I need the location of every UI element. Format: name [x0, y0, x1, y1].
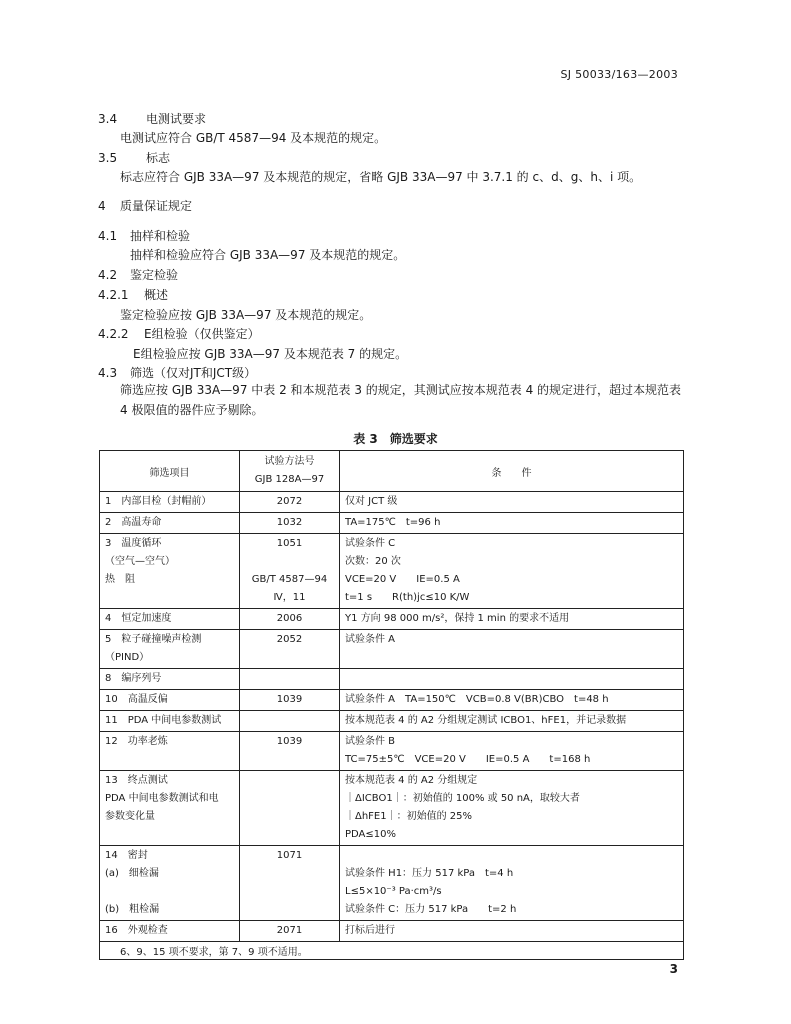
cell-screening-item-line: 8 编序列号 [105, 673, 162, 684]
cell-conditions-line: 试验条件 C [345, 538, 396, 549]
cell-screening-item-line: 13 终点测试 [105, 775, 168, 786]
cell-test-method-line: 1071 [276, 850, 303, 861]
cell-conditions [340, 609, 684, 630]
cell-screening-item [100, 513, 240, 534]
paragraph-4-2-1: 鉴定检验应按 GJB 33A—97 及本规范的规定。 [120, 308, 372, 322]
table-row [100, 609, 684, 630]
cell-conditions-line: 试验条件 A TA=150℃ VCB=0.8 V(BR)CBO t=48 h [345, 694, 609, 705]
section-4-2-1 [98, 286, 168, 303]
cell-conditions-line: ｜ΔhFE1｜：初始值的 25% [345, 811, 473, 822]
section-4-2 [98, 266, 178, 283]
cell-test-method [240, 846, 340, 921]
cell-conditions-line: 试验条件 C：压力 517 kPa t=2 h [345, 904, 517, 915]
cell-screening-item-line: （空气—空气） [105, 556, 175, 567]
section-number: 4.2.1 [98, 288, 129, 302]
cell-conditions [340, 846, 684, 921]
cell-screening-item [100, 846, 240, 921]
cell-test-method [240, 609, 340, 630]
cell-conditions-line: 次数：20 次 [345, 556, 401, 567]
table-row [100, 690, 684, 711]
section-3-5 [98, 149, 170, 166]
cell-test-method-line: 1051 [276, 538, 303, 549]
cell-conditions-line: TC=75±5℃ VCE=20 V IE=0.5 A t=168 h [345, 754, 591, 765]
cell-screening-item-line: 参数变化量 [105, 811, 155, 822]
table-row [100, 492, 684, 513]
cell-conditions [340, 711, 684, 732]
table-row [100, 711, 684, 732]
cell-test-method [240, 771, 340, 846]
table-row [100, 732, 684, 771]
paragraph-3-5: 标志应符合 GJB 33A—97 及本规范的规定，省略 GJB 33A—97 中 3.7.1 的 c、d、g、h、i 项。 [120, 170, 642, 184]
cell-screening-item-line: 热 阻 [105, 574, 135, 585]
cell-conditions-line: 试验条件 A [345, 634, 396, 645]
table-note-row [100, 942, 684, 960]
cell-screening-item-line: 11 PDA 中间电参数测试 [105, 715, 222, 726]
cell-test-method [240, 492, 340, 513]
cell-screening-item-line: 3 温度循环 [105, 538, 162, 549]
cell-test-method [240, 690, 340, 711]
cell-conditions [340, 492, 684, 513]
cell-screening-item [100, 771, 240, 846]
cell-conditions [340, 513, 684, 534]
table-row [100, 771, 684, 846]
cell-conditions [340, 921, 684, 942]
section-4-2-2 [98, 325, 260, 342]
cell-test-method-line: GB/T 4587—94 [251, 574, 328, 585]
cell-test-method-line: 1039 [276, 694, 303, 705]
screening-requirements-table [99, 450, 684, 960]
section-title: 标志 [146, 151, 171, 165]
section-title: 筛选（仅对JT和JCT级） [130, 366, 257, 380]
cell-conditions-line: 仅对 JCT 级 [345, 496, 398, 507]
section-title: 质量保证规定 [120, 199, 193, 213]
cell-screening-item-line: （PIND） [105, 652, 150, 663]
cell-test-method [240, 669, 340, 690]
cell-test-method [240, 921, 340, 942]
cell-screening-item [100, 630, 240, 669]
cell-screening-item-line: (b) 粗检漏 [105, 904, 160, 915]
cell-conditions-line [345, 847, 678, 865]
cell-screening-item-line: 14 密封 [105, 850, 148, 861]
cell-screening-item-line: 1 内部目检（封帽前） [105, 496, 212, 507]
section-4-1 [98, 227, 190, 244]
table-row [100, 669, 684, 690]
table-caption: 表 3 筛选要求 [353, 432, 438, 446]
section-number: 4.3 [98, 366, 118, 380]
cell-screening-item-line: 12 功率老炼 [105, 736, 168, 747]
document-number: SJ 50033/163—2003 [560, 68, 678, 81]
cell-test-method-line: 2072 [276, 496, 303, 507]
cell-test-method [240, 630, 340, 669]
table-header-row [100, 451, 684, 492]
cell-conditions [340, 690, 684, 711]
cell-screening-item [100, 609, 240, 630]
section-3-4 [98, 110, 206, 127]
header-test-method [240, 451, 340, 492]
table-row [100, 630, 684, 669]
cell-conditions-line: 按本规范表 4 的 A2 分组规定 [345, 775, 478, 786]
cell-conditions-line: Y1 方向 98 000 m/s²，保持 1 min 的要求不适用 [345, 613, 570, 624]
paragraph-4-3: 筛选应按 GJB 33A—97 中表 2 和本规范表 3 的规定，其测试应按本规范表 4 的规定进行，超过本规范表 4 极限值的器件应予剔除。 [120, 383, 682, 417]
cell-conditions-line: 打标后进行 [345, 925, 395, 936]
cell-conditions [340, 771, 684, 846]
cell-conditions-line: ｜ΔICBO1｜：初始值的 100% 或 50 nA，取较大者 [345, 793, 580, 804]
cell-conditions-line [345, 670, 678, 688]
cell-conditions [340, 534, 684, 609]
cell-test-method-line: 2006 [276, 613, 303, 624]
cell-conditions-line: 试验条件 H1：压力 517 kPa t=4 h [345, 868, 514, 879]
cell-conditions-line: 按本规范表 4 的 A2 分组规定测试 ICBO1、hFE1，并记录数据 [345, 715, 627, 726]
section-title: E组检验（仅供鉴定） [144, 327, 260, 341]
header-test-method-line2: GJB 128A—97 [254, 474, 325, 485]
cell-screening-item [100, 690, 240, 711]
cell-test-method-line [245, 553, 334, 571]
cell-test-method-line: 2071 [276, 925, 303, 936]
table-row [100, 846, 684, 921]
cell-screening-item [100, 921, 240, 942]
cell-test-method [240, 513, 340, 534]
cell-conditions-line: t=1 s R(th)jc≤10 K/W [345, 592, 470, 603]
section-number: 3.4 [98, 112, 118, 126]
header-screening-item: 筛选项目 [100, 451, 240, 492]
cell-conditions [340, 732, 684, 771]
paragraph-4-2-2: E组检验应按 GJB 33A—97 及本规范表 7 的规定。 [133, 347, 408, 361]
section-4-3 [98, 364, 256, 381]
paragraph-3-4: 电测试应符合 GB/T 4587—94 及本规范的规定。 [120, 131, 387, 145]
table-row [100, 921, 684, 942]
cell-conditions-line: 试验条件 B [345, 736, 396, 747]
table-note: 6、9、15 项不要求，第 7、9 项不适用。 [100, 942, 684, 960]
cell-test-method-line [245, 772, 334, 790]
header-conditions: 条 件 [340, 451, 684, 492]
cell-test-method-line [245, 712, 334, 730]
page-number: 3 [669, 962, 678, 976]
cell-conditions [340, 630, 684, 669]
cell-screening-item [100, 732, 240, 771]
cell-screening-item-line: 16 外观检查 [105, 925, 168, 936]
section-title: 鉴定检验 [130, 268, 179, 282]
cell-test-method [240, 711, 340, 732]
table-row [100, 513, 684, 534]
section-4 [98, 197, 192, 214]
section-title: 抽样和检验 [130, 229, 191, 243]
section-number: 4.1 [98, 229, 118, 243]
table-row [100, 534, 684, 609]
cell-screening-item-line: (a) 细检漏 [105, 868, 159, 879]
section-number: 3.5 [98, 151, 118, 165]
section-number: 4.2.2 [98, 327, 129, 341]
cell-screening-item [100, 492, 240, 513]
paragraph-4-1: 抽样和检验应符合 GJB 33A—97 及本规范的规定。 [130, 248, 406, 262]
cell-screening-item-line: 5 粒子碰撞噪声检测 [105, 634, 202, 645]
cell-test-method-line: 1032 [276, 517, 303, 528]
cell-screening-item-line: 2 高温寿命 [105, 517, 162, 528]
cell-screening-item-line: 4 恒定加速度 [105, 613, 172, 624]
cell-conditions-line: VCE=20 V IE=0.5 A [345, 574, 460, 585]
cell-test-method-line: Ⅳ，11 [273, 592, 306, 603]
cell-screening-item [100, 711, 240, 732]
cell-screening-item [100, 534, 240, 609]
section-number: 4 [98, 199, 106, 213]
cell-screening-item-line: PDA 中间电参数测试和电 [105, 793, 219, 804]
cell-test-method-line [245, 670, 334, 688]
section-title: 电测试要求 [146, 112, 207, 126]
section-title: 概述 [144, 288, 169, 302]
cell-test-method-line: 1039 [276, 736, 303, 747]
cell-screening-item-line [105, 883, 234, 901]
header-test-method-line1: 试验方法号 [264, 456, 315, 467]
section-number: 4.2 [98, 268, 118, 282]
cell-conditions-line: L≤5×10⁻³ Pa·cm³/s [345, 886, 442, 897]
cell-test-method-line: 2052 [276, 634, 303, 645]
cell-conditions-line: PDA≤10% [345, 829, 397, 840]
cell-test-method [240, 732, 340, 771]
cell-conditions [340, 669, 684, 690]
cell-test-method [240, 534, 340, 609]
cell-screening-item [100, 669, 240, 690]
cell-screening-item-line: 10 高温反偏 [105, 694, 168, 705]
cell-conditions-line: TA=175℃ t=96 h [345, 517, 441, 528]
